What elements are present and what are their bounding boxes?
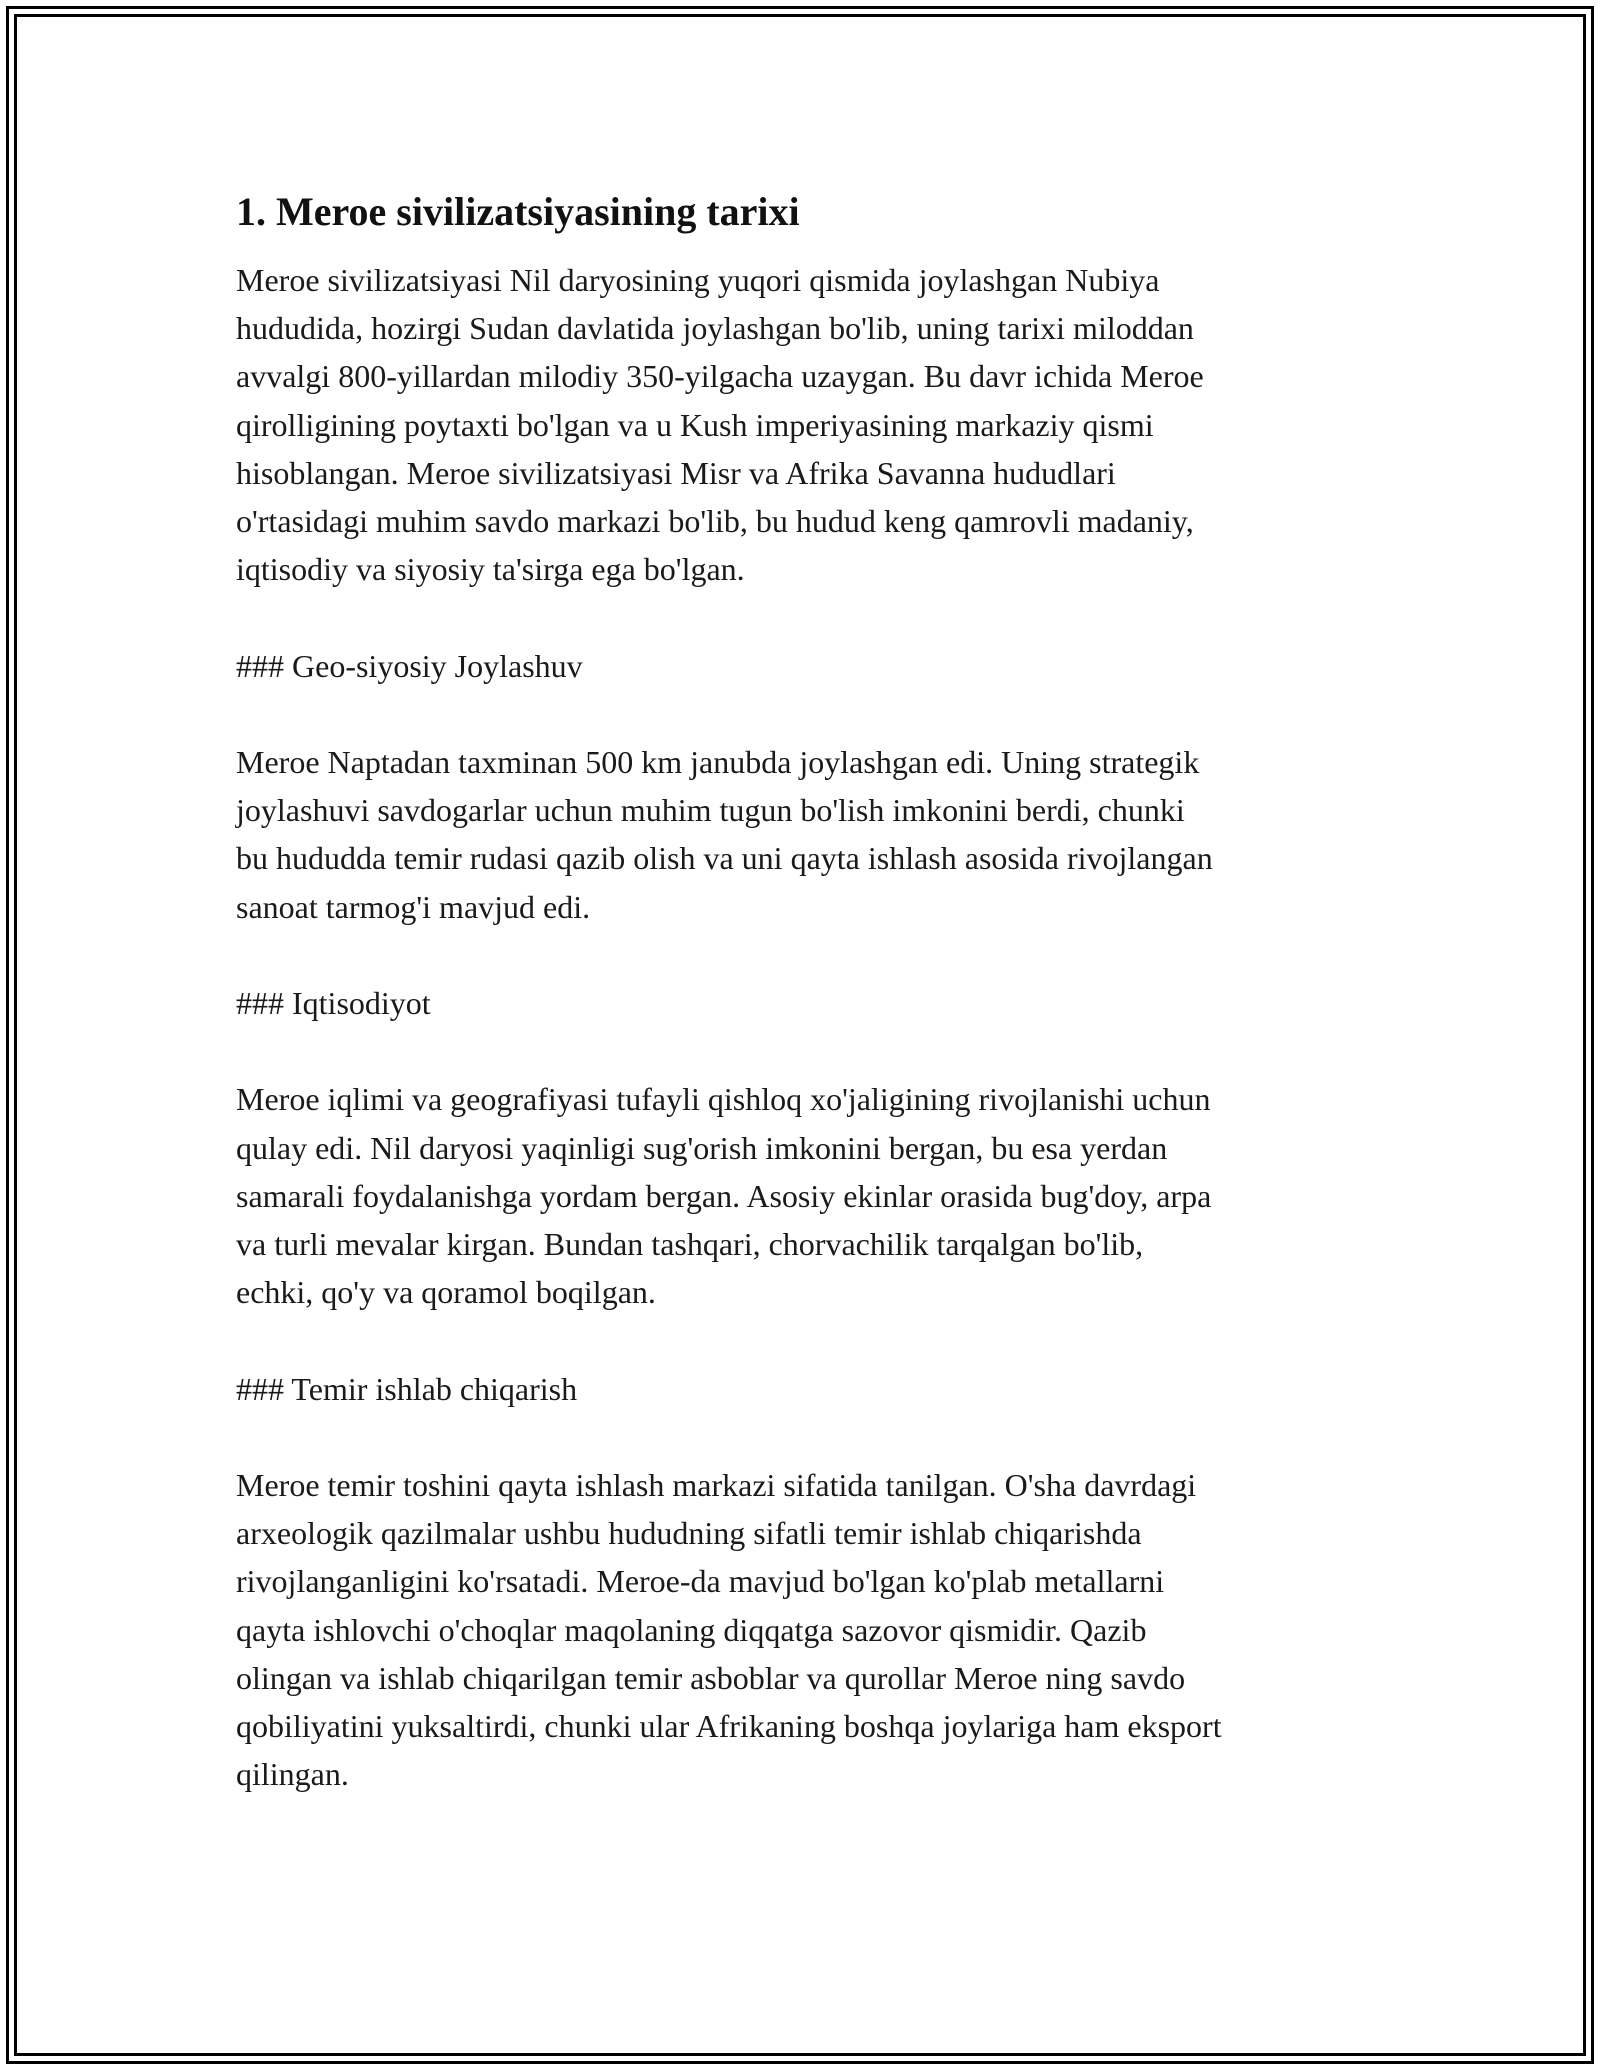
paragraph-line: arxeologik qazilmalar ushbu hududning sifatli temir ishlab chiqarishda: [236, 1515, 1142, 1552]
paragraph-line: sanoat tarmog'i mavjud edi.: [236, 888, 591, 925]
paragraph-line: qirolligining poytaxti bo'lgan va u Kush imperiyasining markaziy qismi: [236, 406, 1154, 443]
paragraph-line: olingan va ishlab chiqarilgan temir asboblar va qurollar Meroe ning savdo: [236, 1659, 1186, 1696]
section-heading-text: ### Geo-siyosiy Joylashuv: [236, 647, 583, 684]
document-blocks: [236, 256, 1396, 1798]
paragraph-line: va turli mevalar kirgan. Bundan tashqari, chorvachilik tarqalgan bo'lib,: [236, 1226, 1144, 1262]
section-heading-text: ### Iqtisodiyot: [236, 985, 431, 1021]
paragraph: [236, 1075, 1396, 1316]
section-heading: [236, 1365, 1396, 1413]
paragraph-line: Meroe Naptadan taxminan 500 km janubda joylashgan edi. Uning strategik: [236, 744, 1200, 780]
paragraph: [236, 256, 1396, 593]
paragraph: [236, 1461, 1396, 1798]
paragraph-line: hududida, hozirgi Sudan davlatida joylashgan bo'lib, uning tarixi miloddan: [236, 310, 1194, 347]
paragraph-line: joylashuvi savdogarlar uchun muhim tugun bo'lish imkonini berdi, chunki: [236, 792, 1185, 829]
paragraph-line: echki, qo'y va qoramol boqilgan.: [236, 1274, 656, 1311]
paragraph-line: qobiliyatini yuksaltirdi, chunki ular Afrikaning boshqa joylariga ham eksport: [236, 1708, 1222, 1744]
paragraph-line: qayta ishlovchi o'choqlar maqolaning diqqatga sazovor qismidir. Qazib: [236, 1611, 1147, 1648]
section-heading-text: ### Temir ishlab chiqarish: [236, 1370, 578, 1407]
paragraph-line: iqtisodiy va siyosiy ta'sirga ega bo'lgan.: [236, 551, 745, 588]
paragraph-line: qilingan.: [236, 1756, 349, 1793]
document-body: [236, 186, 1396, 1847]
paragraph-line: samarali foydalanishga yordam bergan. Asosiy ekinlar orasida bug'doy, arpa: [236, 1177, 1212, 1214]
paragraph-line: Meroe sivilizatsiyasi Nil daryosining yuqori qismida joylashgan Nubiya: [236, 262, 1160, 298]
paragraph-line: avvalgi 800-yillardan milodiy 350-yilgacha uzaygan. Bu davr ichida Meroe: [236, 358, 1204, 395]
paragraph-line: o'rtasidagi muhim savdo markazi bo'lib, bu hudud keng qamrovli madaniy,: [236, 503, 1194, 540]
paragraph-line: rivojlanganligini ko'rsatadi. Meroe-da mavjud bo'lgan ko'plab metallarni: [236, 1563, 1165, 1600]
paragraph-line: qulay edi. Nil daryosi yaqinligi sug'orish imkonini bergan, bu esa yerdan: [236, 1129, 1168, 1166]
paragraph-line: Meroe iqlimi va geografiyasi tufayli qishloq xo'jaligining rivojlanishi uchun: [236, 1081, 1211, 1118]
section-heading: [236, 642, 1396, 690]
document-title: 1. Meroe sivilizatsiyasining tarixi: [236, 189, 800, 234]
paragraph-line: bu hududda temir rudasi qazib olish va uni qayta ishlash asosida rivojlangan: [236, 840, 1213, 877]
paragraph-line: hisoblangan. Meroe sivilizatsiyasi Misr va Afrika Savanna hududlari: [236, 454, 1116, 491]
paragraph-line: Meroe temir toshini qayta ishlash markazi sifatida tanilgan. O'sha davrdagi: [236, 1466, 1197, 1503]
paragraph: [236, 738, 1396, 931]
section-heading: [236, 979, 1396, 1027]
